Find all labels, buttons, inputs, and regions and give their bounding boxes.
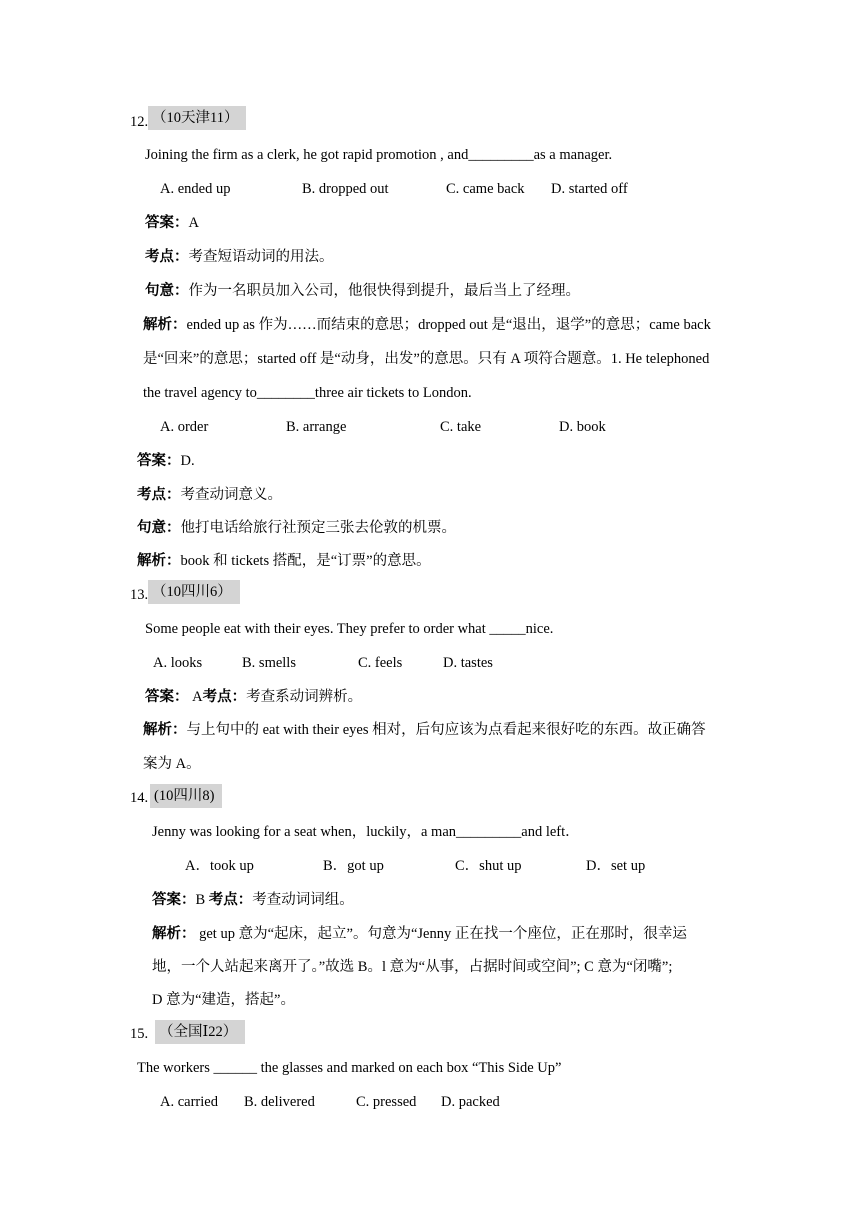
- option-b: B. dropped out: [302, 181, 389, 197]
- answer-line: [152, 890, 354, 910]
- answer-label: 答案：: [145, 689, 189, 705]
- jiexi-line-2: 是“回来”的意思；started off 是“动身，出发”的意思。只有 A 项符合题意。1. He telephoned: [143, 351, 710, 367]
- jiexi-label: 解析：: [143, 722, 187, 738]
- answer-line: [137, 451, 195, 471]
- jiexi-line: [143, 315, 711, 335]
- option-c: C. feels: [358, 655, 403, 671]
- jiexi-text: book 和 tickets 搭配，是“订票”的意思。: [180, 553, 431, 569]
- source-tag: (10四川8): [150, 784, 222, 808]
- question-number: 15.: [130, 1026, 149, 1042]
- answer-value: A: [188, 215, 199, 231]
- juyi-label: 句意：: [145, 283, 189, 299]
- question-number: 12.: [130, 114, 149, 130]
- jiexi-line-2: 地，一个人站起来离开了。”故选 B。l 意为“从事，占据时间或空间”; C 意为“闭嘴”;: [152, 959, 673, 975]
- answer-value: A: [188, 689, 203, 705]
- jiexi-text: ended up as 作为……而结束的意思；dropped out 是“退出，退学”的意思；came back: [186, 317, 711, 333]
- kaodian-label: 考点：: [137, 487, 181, 503]
- answer-line: [145, 687, 362, 707]
- question-stem: The workers ______ the glasses and marked on each box “This Side Up”: [137, 1060, 562, 1076]
- option-b: B. arrange: [286, 419, 347, 435]
- kaodian-line: [145, 247, 334, 267]
- jiexi-label: 解析：: [152, 926, 196, 942]
- option-b: B．got up: [323, 858, 384, 874]
- kaodian-text: 考查短语动词的用法。: [188, 249, 334, 265]
- kaodian-label: 考点：: [202, 689, 247, 705]
- answer-label: 答案：: [145, 215, 189, 231]
- option-c: C. pressed: [356, 1094, 417, 1110]
- question-stem: Jenny was looking for a seat when，luckily，a man_________and left．: [152, 824, 580, 840]
- jiexi-line: [137, 551, 431, 571]
- jiexi-label: 解析：: [143, 317, 187, 333]
- jiexi-line-2: 案为 A。: [143, 756, 201, 772]
- option-a: A. order: [160, 419, 209, 435]
- kaodian-text: 考查动词意义。: [180, 487, 282, 503]
- question-number: 14.: [130, 790, 149, 806]
- option-a: A. looks: [153, 655, 203, 671]
- option-d: D. tastes: [443, 655, 493, 671]
- option-d: D. book: [559, 419, 606, 435]
- juyi-text: 他打电话给旅行社预定三张去伦敦的机票。: [180, 520, 456, 536]
- kaodian-line: [137, 485, 282, 505]
- option-c: C. take: [440, 419, 482, 435]
- jiexi-line-3: D 意为“建造，搭起”。: [152, 992, 295, 1008]
- kaodian-label: 考点：: [208, 892, 253, 908]
- option-d: D. started off: [551, 181, 628, 197]
- juyi-line: [145, 281, 580, 301]
- jiexi-line: [152, 924, 687, 944]
- jiexi-label: 解析：: [137, 553, 181, 569]
- jiexi-line: [143, 720, 706, 740]
- source-tag: （10四川6）: [148, 580, 240, 604]
- kaodian-text: 考查系动词辨析。: [246, 689, 363, 705]
- option-a: A. carried: [160, 1094, 218, 1110]
- source-tag: （10天津11）: [148, 106, 246, 130]
- option-d: D．set up: [586, 858, 646, 874]
- answer-line: [145, 213, 199, 233]
- answer-value: D.: [180, 453, 195, 469]
- answer-value: B: [195, 892, 209, 908]
- question-number: 13.: [130, 587, 149, 603]
- option-c: C. came back: [446, 181, 525, 197]
- option-b: B. smells: [242, 655, 296, 671]
- juyi-line: [137, 518, 456, 538]
- answer-label: 答案：: [152, 892, 196, 908]
- juyi-label: 句意：: [137, 520, 181, 536]
- option-c: C．shut up: [455, 858, 522, 874]
- option-d: D. packed: [441, 1094, 500, 1110]
- option-a: A．took up: [185, 858, 254, 874]
- jiexi-text: 与上句中的 eat with their eyes 相对，后句应该为点看起来很好吃的东西。故正确答: [186, 722, 706, 738]
- jiexi-text: get up 意为“起床，起立”。句意为“Jenny 正在找一个座位，正在那时，很幸运: [195, 926, 687, 942]
- source-tag: （全国Ⅰ22）: [155, 1020, 245, 1044]
- option-a: A. ended up: [160, 181, 231, 197]
- kaodian-text: 考查动词词组。: [252, 892, 354, 908]
- juyi-text: 作为一名职员加入公司，他很快得到提升，最后当上了经理。: [188, 283, 580, 299]
- option-b: B. delivered: [244, 1094, 315, 1110]
- answer-label: 答案：: [137, 453, 181, 469]
- question-stem: Joining the firm as a clerk, he got rapid promotion , and_________as a manager.: [145, 147, 613, 163]
- question-stem: Some people eat with their eyes. They prefer to order what _____nice.: [145, 621, 554, 637]
- jiexi-line-3: the travel agency to________three air tickets to London.: [143, 385, 472, 401]
- kaodian-label: 考点：: [145, 249, 189, 265]
